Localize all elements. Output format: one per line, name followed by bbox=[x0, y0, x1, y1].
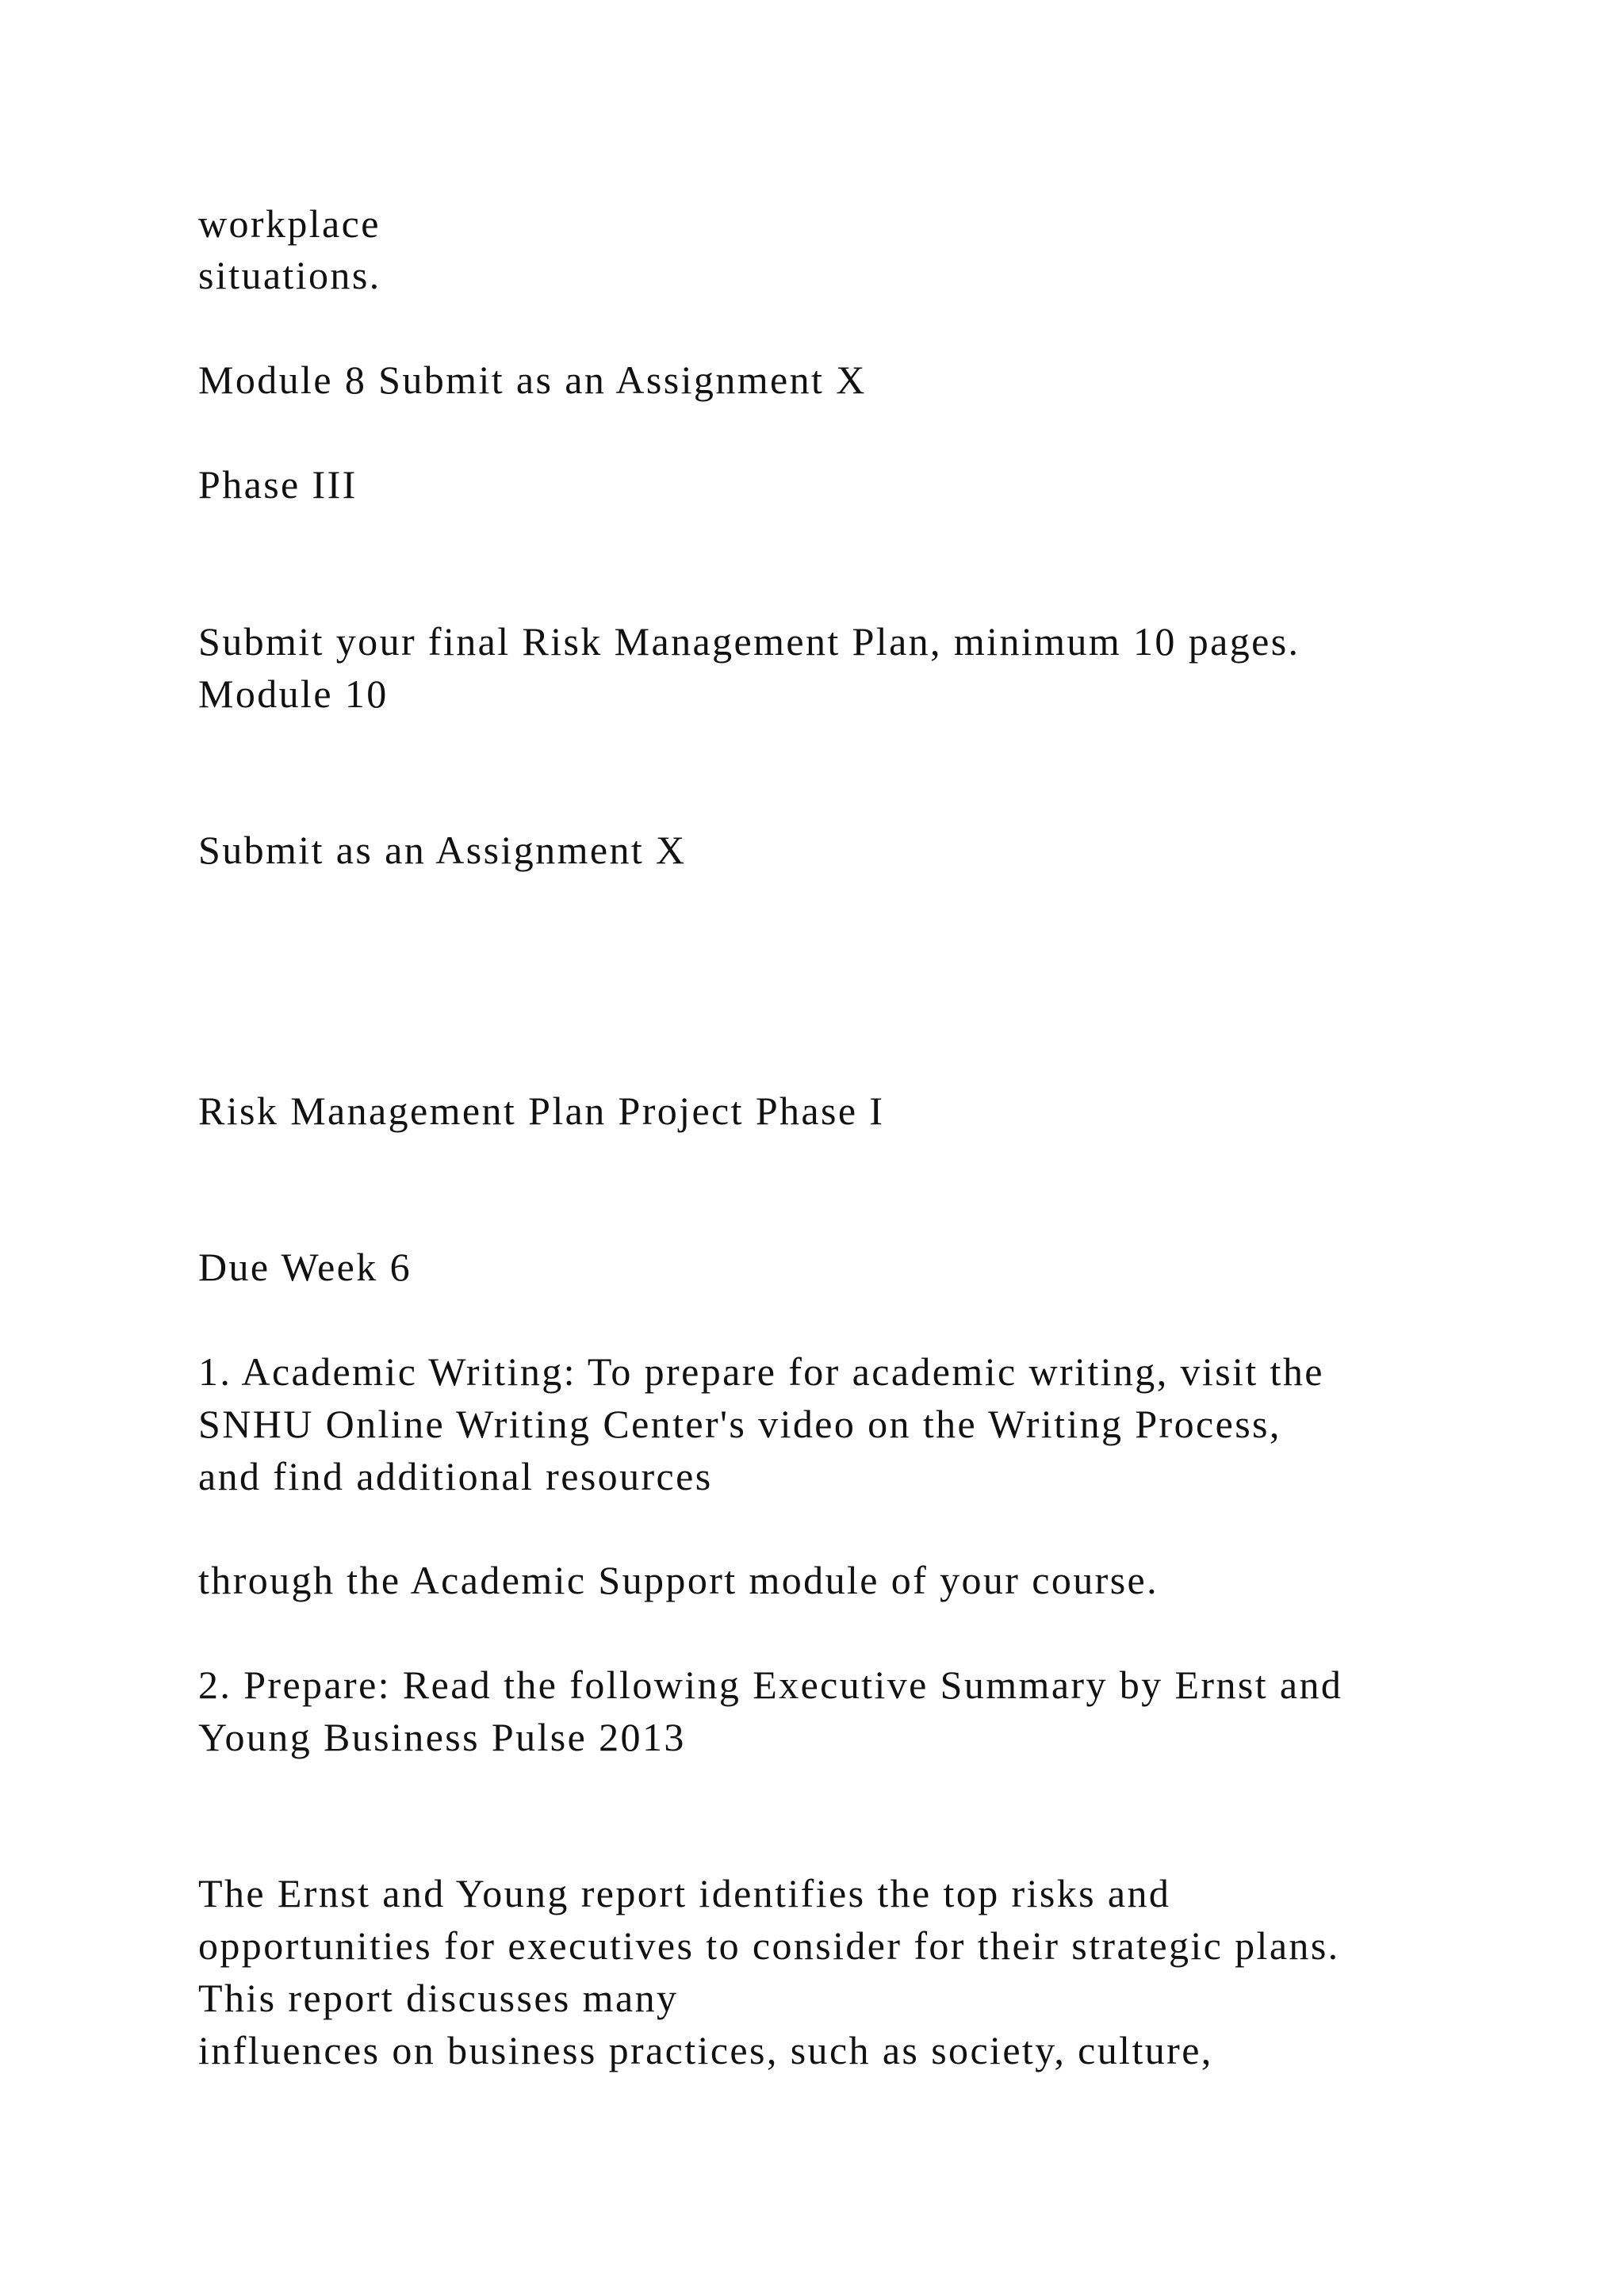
text-line: The Ernst and Young report identifies the top risks and bbox=[198, 1871, 1171, 1915]
text-line: 1. Academic Writing: To prepare for academic writing, visit the bbox=[198, 1349, 1324, 1394]
text-line: Module 10 bbox=[198, 672, 389, 716]
text-line: Module 8 Submit as an Assignment X bbox=[198, 358, 867, 402]
text-line: influences on business practices, such as society, culture, bbox=[198, 2028, 1213, 2072]
text-line: SNHU Online Writing Center's video on the Writing Process, bbox=[198, 1402, 1281, 1446]
text-line: workplace bbox=[198, 201, 381, 246]
text-line: Submit your final Risk Management Plan, minimum 10 pages. bbox=[198, 619, 1300, 664]
text-line: and find additional resources bbox=[198, 1454, 713, 1498]
text-line: Phase III bbox=[198, 462, 358, 507]
text-line: Submit as an Assignment X bbox=[198, 828, 687, 872]
text-line: situations. bbox=[198, 253, 381, 297]
text-line: through the Academic Support module of your course. bbox=[198, 1558, 1159, 1602]
text-line: opportunities for executives to consider for their strategic plans. bbox=[198, 1923, 1340, 1968]
text-line: Due Week 6 bbox=[198, 1245, 412, 1289]
text-line: Risk Management Plan Project Phase I bbox=[198, 1089, 885, 1133]
text-line: Young Business Pulse 2013 bbox=[198, 1715, 686, 1759]
text-line: 2. Prepare: Read the following Executive Summary by Ernst and bbox=[198, 1663, 1343, 1707]
text-line: This report discusses many bbox=[198, 1976, 679, 2020]
